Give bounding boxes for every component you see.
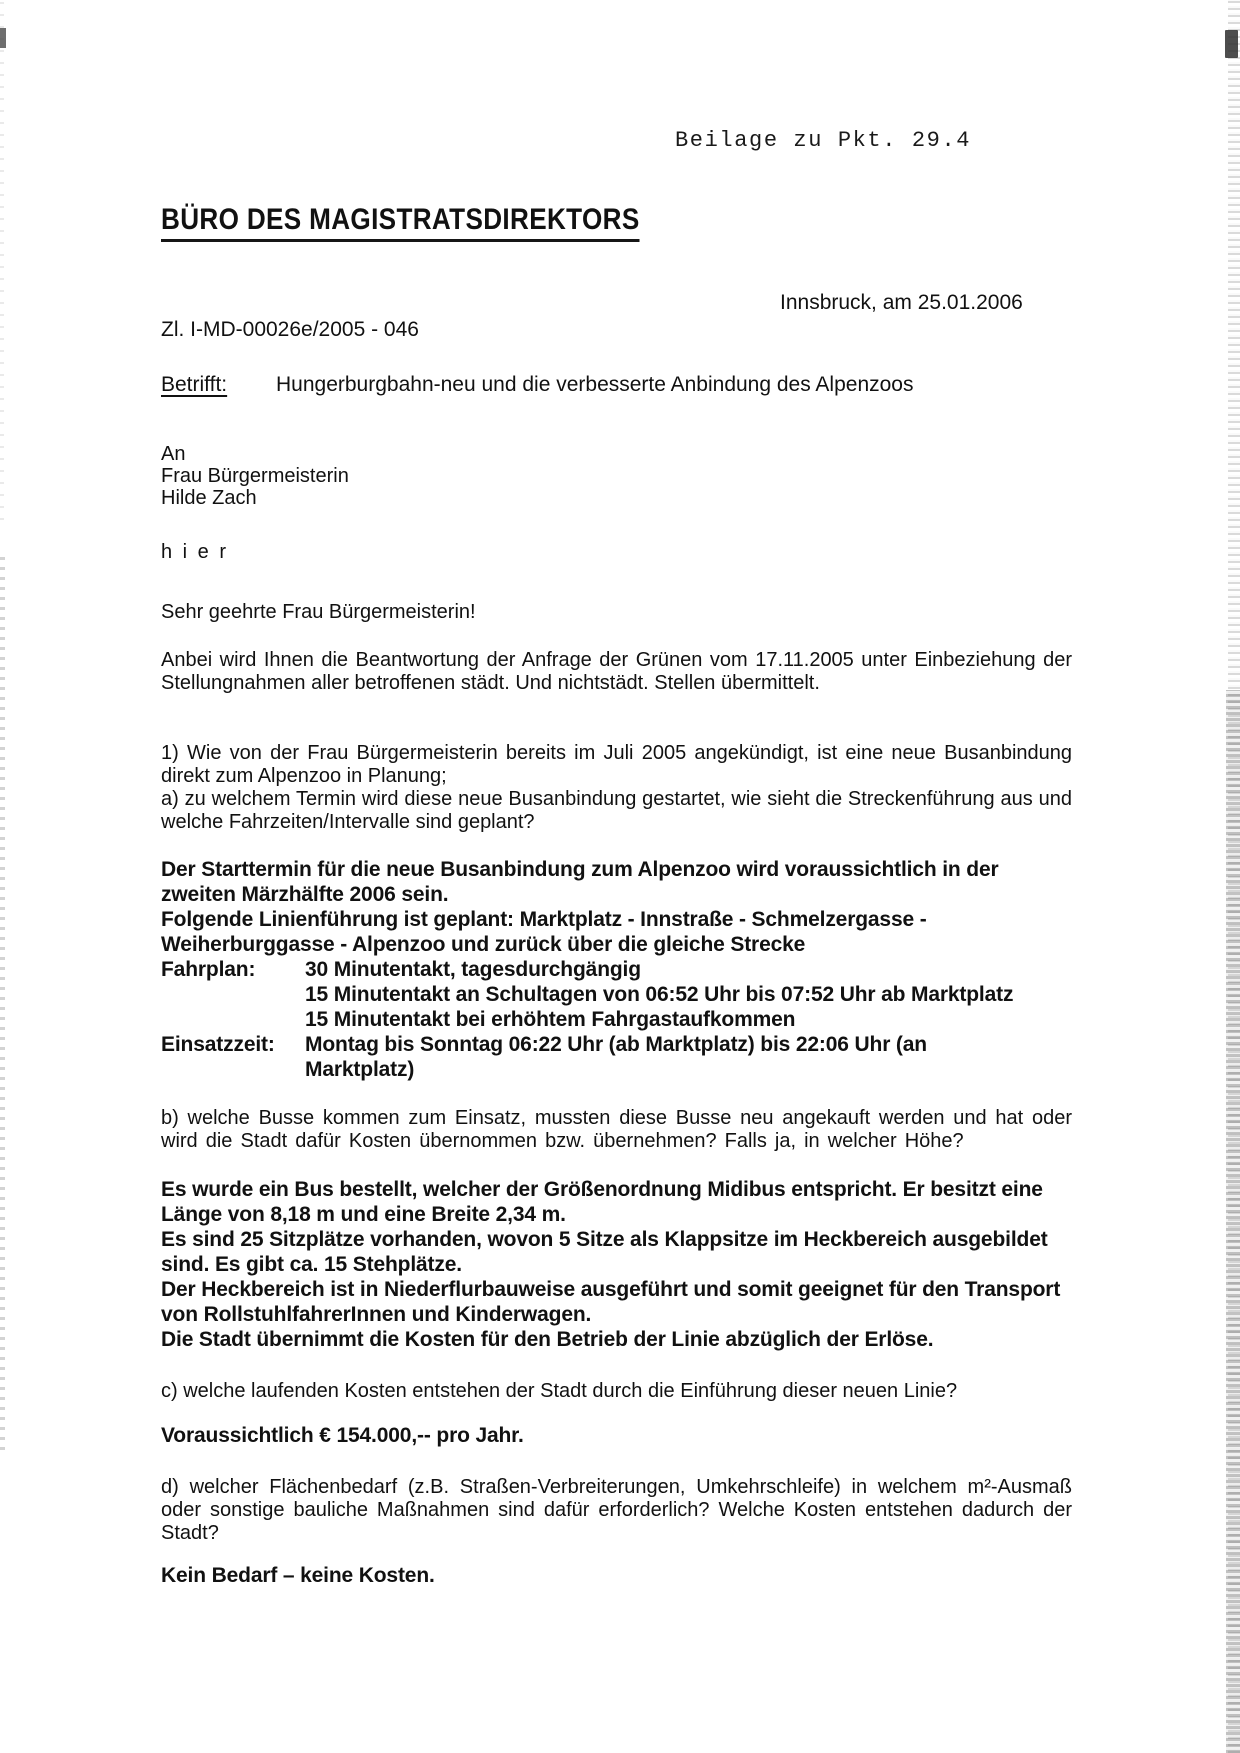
recipient-block [161,443,349,509]
question-1c: c) welche laufenden Kosten entstehen der Stadt durch die Einführung dieser neuen Linie? [161,1380,958,1402]
answer-bus-order: Es wurde ein Bus bestellt, welcher der Größenordnung Midibus entspricht. Er besitzt eine Länge von 8,18 m und eine Breite 2,34 m. [161,1178,1043,1226]
answer-start-date: Der Starttermin für die neue Busanbindung zum Alpenzoo wird voraussichtlich in der zweiten Märzhälfte 2006 sein. [161,858,999,906]
scan-artifact-right-dense [1226,690,1240,1753]
scan-artifact-right-blob [1225,30,1238,58]
service-label: Einsatzzeit: [161,1033,275,1056]
recipient-line-name: Hilde Zach [161,487,257,509]
answer-route: Folgende Linienführung ist geplant: Marktplatz - Innstraße - Schmelzergasse - Weiherburggasse - Alpenzoo und zurück über die gleiche Strecke [161,908,927,956]
subject-text: Hungerburgbahn-neu und die verbesserte Anbindung des Alpenzoos [276,373,914,396]
schedule-item-1: 30 Minutentakt, tagesdurchgängig [305,958,641,981]
schedule-row-2 [161,982,1072,1007]
scan-artifact-left-mark [0,28,6,48]
scan-artifact-left-faint [0,0,4,520]
question-1a: a) zu welchem Termin wird diese neue Busanbindung gestartet, wie sieht die Streckenführung aus und welche Fahrzeiten/Intervalle sind geplant? [161,788,1072,833]
answer-no-costs: Kein Bedarf – keine Kosten. [161,1564,435,1587]
intro-paragraph: Anbei wird Ihnen die Beantwortung der Anfrage der Grünen vom 17.11.2005 unter Einbeziehung der Stellungnahmen aller betroffenen städt. Und nichtstädt. Stellen übermittelt. [161,649,1072,694]
salutation: Sehr geehrte Frau Bürgermeisterin! [161,601,476,623]
place-date: Innsbruck, am 25.01.2006 [780,291,1023,314]
answer-bus-seats: Es sind 25 Sitzplätze vorhanden, wovon 5 Sitze als Klappsitze im Heckbereich ausgebildet sind. Es gibt ca. 15 Stehplätze. [161,1228,1048,1276]
answer-bus-costs: Die Stadt übernimmt die Kosten für den Betrieb der Linie abzüglich der Erlöse. [161,1328,934,1351]
question-1b: b) welche Busse kommen zum Einsatz, mussten diese Busse neu angekauft werden und hat oder wird die Stadt dafür Kosten übernommen bzw. übernehmen? Falls ja, in welcher Höhe? [161,1107,1072,1152]
answer-1-block [161,857,1072,1082]
recipient-location: h i e r [161,541,229,563]
scan-artifact-left-strip [0,550,5,1450]
schedule-row-3 [161,1007,1072,1032]
attachment-note: Beilage zu Pkt. 29.4 [675,128,972,153]
service-text: Montag bis Sonntag 06:22 Uhr (ab Marktplatz) bis 22:06 Uhr (an Marktplatz) [305,1033,927,1081]
letterhead-title: BÜRO DES MAGISTRATSDIREKTORS [161,203,640,242]
service-time-row [161,1032,1072,1082]
recipient-line-an: An [161,443,186,465]
question-1d: d) welcher Flächenbedarf (z.B. Straßen-Verbreiterungen, Umkehrschleife) in welchem m²-Ausmaß oder sonstige bauliche Maßnahmen sind dafür erforderlich? Welche Kosten entstehen dadurch der Stadt? [161,1476,1072,1544]
answer-annual-costs: Voraussichtlich € 154.000,-- pro Jahr. [161,1424,524,1447]
letterhead [161,203,711,242]
schedule-label: Fahrplan: [161,958,256,981]
answer-bus-lowfloor: Der Heckbereich ist in Niederflurbauweise ausgeführt und somit geeignet für den Transport von RollstuhlfahrerInnen und Kinderwagen. [161,1278,1061,1326]
question-1-intro: 1) Wie von der Frau Bürgermeisterin bereits im Juli 2005 angekündigt, ist eine neue Busanbindung direkt zum Alpenzoo in Planung; [161,742,1072,787]
question-1-block [161,742,1072,834]
subject-row [161,373,1072,396]
answer-1b-block [161,1177,1072,1352]
subject-label: Betrifft: [161,373,228,396]
reference-number: Zl. I-MD-00026e/2005 - 046 [161,318,419,341]
schedule-row-1 [161,957,1072,982]
schedule-item-2: 15 Minutentakt an Schultagen von 06:52 Uhr bis 07:52 Uhr ab Marktplatz [305,983,1014,1006]
recipient-line-title: Frau Bürgermeisterin [161,465,349,487]
schedule-item-3: 15 Minutentakt bei erhöhtem Fahrgastaufkommen [305,1008,796,1031]
